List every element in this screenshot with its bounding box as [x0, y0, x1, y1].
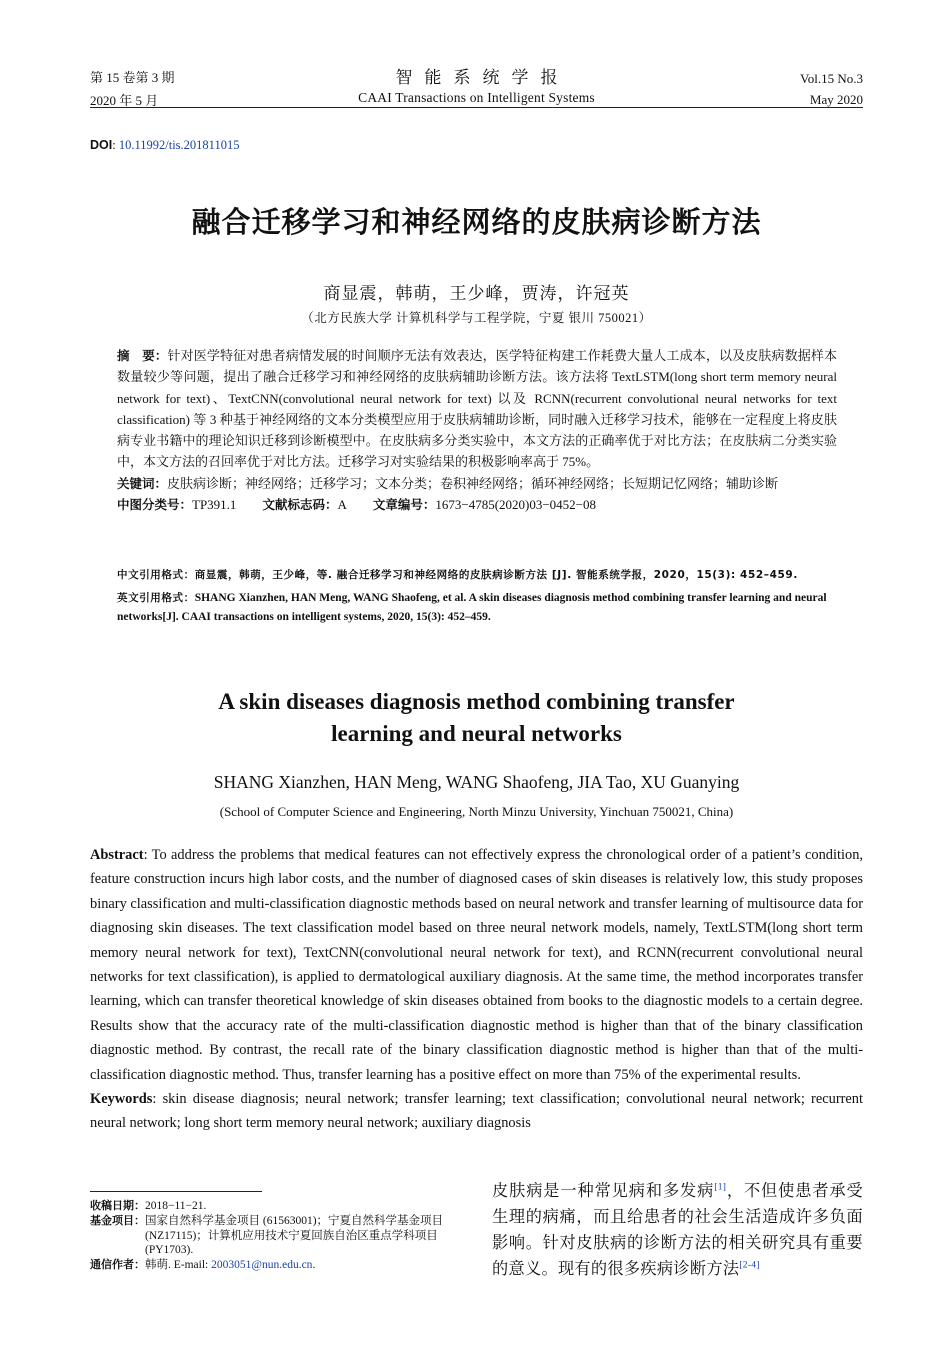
- cn-authors: 商显震，韩萌，王少峰，贾涛，许冠英: [323, 284, 630, 303]
- en-title: [90, 686, 863, 750]
- cn-citation-text: 商显震，韩萌，王少峰，等. 融合迁移学习和神经网络的皮肤病诊断方法 [J]. 智能系统学报，2020，15(3): 452–459.: [194, 569, 798, 581]
- running-header: [90, 63, 863, 109]
- header-rule: [90, 107, 863, 108]
- en-title-line2: learning and neural networks: [331, 721, 622, 746]
- article-no-label: 文章编号：: [372, 497, 436, 513]
- doc-code-value: A: [337, 497, 347, 513]
- en-citation-text: SHANG Xianzhen, HAN Meng, WANG Shaofeng, et al. A skin diseases diagnosis method combining transfer learning and neural networks[J]. CAAI transactions on intelligent systems, 2020, 15(3): 452–459.: [117, 591, 827, 623]
- cn-abstract-text: 针对医学特征对患者病情发展的时间顺序无法有效表达，医学特征构建工作耗费大量人工成本，以及皮肤病数据样本数量较少等问题，提出了融合迁移学习和神经网络的皮肤病辅助诊断方法。该方法将 TextLSTM(long short term memory neural network for text)、TextCNN(convolutional neural network for text) 以及 RCNN(recurrent convolutional neural networks for text classification) 等 3 种基于神经网络的文本分类模型应用于皮肤病辅助诊断，同时融入迁移学习技术，能够在一定程度上将皮肤病专业书籍中的理论知识迁移到诊断模型中。在皮肤病多分类实验中，本文方法的正确率优于对比方法；在皮肤病二分类实验中，本文方法的召回率优于对比方法。迁移学习对实验结果的积极影响率高于 75%。: [117, 348, 837, 470]
- fund-value: 国家自然科学基金项目 (61563001)；宁夏自然科学基金项目 (NZ17115)；计算机应用技术宁夏回族自治区重点学科项目 (PY1703).: [145, 1214, 444, 1257]
- citation-block: [117, 566, 837, 628]
- en-abstract: [90, 843, 863, 1087]
- corresponding-note: [90, 1258, 465, 1273]
- received-note: [90, 1199, 465, 1214]
- footnote-rule: [90, 1191, 262, 1192]
- doi-label: DOI: [90, 138, 113, 152]
- received-value: 2018−11−21.: [145, 1200, 207, 1212]
- cn-keywords-label: 关键词：: [117, 475, 168, 491]
- cn-keywords: [117, 473, 837, 494]
- cn-classification: [117, 494, 837, 515]
- en-affiliation: (School of Computer Science and Engineering, North Minzu University, Yinchuan 750021, China): [219, 804, 734, 819]
- corr-name: 韩萌. E-mail:: [145, 1259, 212, 1272]
- doi-sep: :: [112, 138, 119, 152]
- ref-2-4-link[interactable]: [2-4]: [739, 1260, 760, 1271]
- article-no-value: 1673−4785(2020)03−0452−08: [435, 497, 597, 513]
- header-date-en: May 2020: [809, 92, 863, 107]
- cn-abstract-block: [117, 345, 837, 515]
- cn-abstract-label: 摘 要：: [117, 348, 168, 363]
- en-citation: [117, 589, 837, 628]
- en-abstract-block: [90, 843, 863, 1136]
- clc-label: 中图分类号：: [117, 497, 193, 513]
- en-citation-label: 英文引用格式：: [117, 591, 195, 604]
- received-label: 收稿日期：: [90, 1199, 145, 1212]
- cn-affiliation: （北方民族大学 计算机科学与工程学院，宁夏 银川 750021）: [301, 311, 652, 325]
- doi-link[interactable]: 10.11992/tis.201811015: [118, 138, 240, 152]
- en-title-line1: A skin diseases diagnosis method combining transfer: [218, 689, 735, 714]
- corr-value: [145, 1258, 465, 1273]
- header-journal-cn: 智能系统学报: [395, 68, 570, 87]
- footnotes: [90, 1199, 465, 1273]
- doc-code-label: 文献标志码：: [262, 497, 338, 513]
- cn-title: 融合迁移学习和神经网络的皮肤病诊断方法: [191, 205, 762, 239]
- fund-note: [90, 1214, 465, 1258]
- header-journal-en: CAAI Transactions on Intelligent Systems: [358, 90, 595, 105]
- doi-line: [90, 138, 239, 153]
- header-date-cn: 2020 年 5 月: [90, 93, 159, 108]
- en-abstract-text: : To address the problems that medical features can not effectively express the chronological order of a patient’s condition, feature construction incurs high labor costs, and the number of diagnosed cases of skin diseases is relatively low, this study proposes binary classification and multi-classification diagnostic methods based on neural network and transfer learning of multisource data for diagnosing skin diseases. The text classification model based on three neural network models, namely, TextLSTM(long short term memory neural network for text), TextCNN(convolutional neural network for text), and RCNN(recurrent convolutional neural networks for text classification), is applied to dermatological auxiliary diagnosis. At the same time, the method incorporates transfer learning, which can transfer theoretical knowledge of skin diseases obtained from books to the diagnostic models to a certain degree. Results show that the accuracy rate of the multi-classification diagnostic method is higher than that of the binary classification diagnostic method. By contrast, the recall rate of the binary classification diagnostic method is higher than that of the multi-classification diagnostic method. Thus, transfer learning has a positive effect on more than 75% of the experimental results.: [90, 847, 863, 1083]
- header-volume: 第 15 卷第 3 期: [90, 70, 175, 85]
- fund-label: 基金项目：: [90, 1213, 145, 1227]
- corr-email-link[interactable]: 2003051@nun.edu.cn: [211, 1259, 313, 1272]
- en-authors: SHANG Xianzhen, HAN Meng, WANG Shaofeng, JIA Tao, XU Guanying: [213, 772, 740, 792]
- en-keywords-text: : skin disease diagnosis; neural network; transfer learning; text classification; convolutional neural network; recurrent neural network; long short term memory neural network; auxiliary diagnosis: [90, 1091, 863, 1132]
- ref-1-link[interactable]: [1]: [714, 1182, 727, 1193]
- corr-label: 通信作者：: [90, 1258, 145, 1272]
- body-text-a: 皮肤病是一种常见病和多发病: [492, 1182, 715, 1200]
- cn-citation: [117, 566, 837, 586]
- body-paragraph: [492, 1178, 863, 1282]
- cn-keywords-text: 皮肤病诊断；神经网络；迁移学习；文本分类；卷积神经网络；循环神经网络；长短期记忆网络；辅助诊断: [167, 475, 779, 491]
- body-text-b: ，不但使患者承受生理的病痛，而且给患者的社会生活造成许多负面影响。针对皮肤病的诊断方法的相关研究具有重要的意义。现有的很多疾病诊断方法: [492, 1182, 863, 1278]
- en-keywords: [90, 1087, 863, 1136]
- en-abstract-label: Abstract: [90, 847, 144, 863]
- cn-abstract: [117, 345, 837, 473]
- corr-end: .: [312, 1259, 316, 1272]
- en-keywords-label: Keywords: [90, 1091, 153, 1108]
- cn-citation-label: 中文引用格式：: [117, 569, 195, 581]
- header-vol-en: Vol.15 No.3: [800, 71, 863, 86]
- clc-value: TP391.1: [192, 497, 237, 513]
